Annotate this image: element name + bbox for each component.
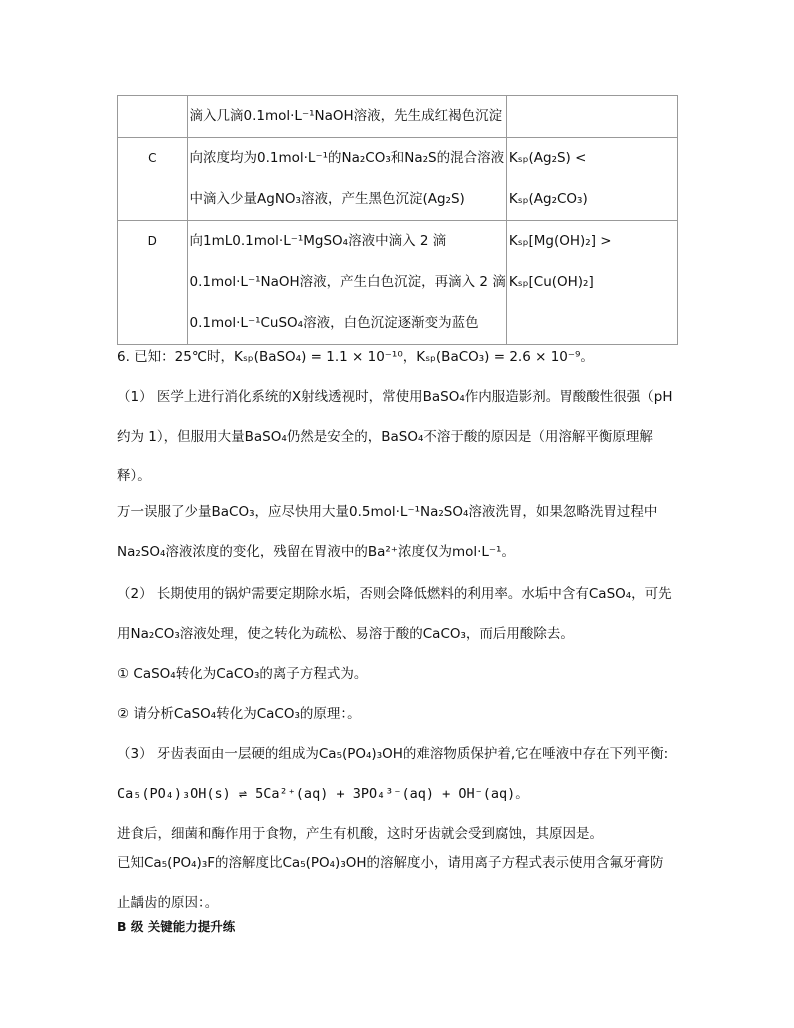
operation-line: 向1mL0.1mol·L⁻¹MgSO₄溶液中滴入 2 滴: [189, 233, 447, 249]
part1-line: （1） 医学上进行消化系统的X射线透视时，常使用BaSO₄作内服造影剂。胃酸酸性很强（pH: [117, 389, 673, 405]
part3-line: 已知Ca₅(PO₄)₃F的溶解度比Ca₅(PO₄)₃OH的溶解度小，请用离子方程式表示使用含氟牙膏防: [117, 855, 664, 871]
table-row-d: [118, 221, 678, 345]
part1-line: 释）。: [117, 468, 151, 484]
part2-line: （2） 长期使用的锅炉需要定期除水垢，否则会降低燃料的利用率。水垢中含有CaSO₄，可先: [117, 586, 672, 602]
operation-line: 0.1mol·L⁻¹CuSO₄溶液，白色沉淀逐渐变为蓝色: [189, 315, 479, 331]
row-label: C: [118, 138, 188, 221]
operation-line: 滴入几滴0.1mol·L⁻¹NaOH溶液，先生成红褐色沉淀: [189, 108, 503, 124]
operation-line: 向浓度均为0.1mol·L⁻¹的Na₂CO₃和Na₂S的混合溶液: [189, 150, 505, 166]
conclusion-line: Kₛₚ(Ag₂S) <: [508, 150, 587, 166]
conclusion-cell: [506, 96, 677, 138]
part3-line: （3） 牙齿表面由一层硬的组成为Ca₅(PO₄)₃OH的难溶物质保护着,它在唾液中存在下列平衡:: [117, 746, 669, 762]
operation-line: 0.1mol·L⁻¹NaOH溶液，产生白色沉淀，再滴入 2 滴: [189, 274, 506, 290]
conclusion-line: Kₛₚ(Ag₂CO₃): [508, 191, 588, 207]
part1-line: Na₂SO₄溶液浓度的变化，残留在胃液中的Ba²⁺浓度仅为mol·L⁻¹。: [117, 544, 515, 560]
part3-line: 止龋齿的原因：。: [117, 895, 219, 911]
question-6-intro: 6. 已知：25℃时，Kₛₚ(BaSO₄) = 1.1 × 10⁻¹⁰，Kₛₚ(BaCO₃) = 2.6 × 10⁻⁹。: [117, 349, 594, 365]
conclusion-cell: [506, 138, 677, 221]
part2-line: ① CaSO₄转化为CaCO₃的离子方程式为。: [117, 666, 368, 682]
table-row-b: [118, 96, 678, 138]
conclusion-line: Kₛₚ[Mg(OH)₂] >: [508, 233, 612, 249]
table-row-c: [118, 138, 678, 221]
part3-equation: Ca₅(PO₄)₃OH(s) ⇌ 5Ca²⁺(aq) + 3PO₄³⁻(aq) + OH⁻(aq)。: [117, 786, 529, 802]
part1-line: 约为 1），但服用大量BaSO₄仍然是安全的，BaSO₄不溶于酸的原因是（用溶解平衡原理解: [117, 429, 653, 445]
row-label: D: [118, 221, 188, 345]
operation-cell: [187, 221, 506, 345]
experiment-table: [117, 95, 678, 345]
row-label: [118, 96, 188, 138]
operation-line: 中滴入少量AgNO₃溶液，产生黑色沉淀(Ag₂S): [189, 191, 465, 207]
conclusion-cell: [506, 221, 677, 345]
part2-line: 用Na₂CO₃溶液处理，使之转化为疏松、易溶于酸的CaCO₃，而后用酸除去。: [117, 626, 574, 642]
part2-line: ② 请分析CaSO₄转化为CaCO₃的原理：。: [117, 706, 361, 722]
section-b-heading: B 级 关键能力提升练: [117, 919, 236, 934]
part1-line: 万一误服了少量BaCO₃，应尽快用大量0.5mol·L⁻¹Na₂SO₄溶液洗胃，如果忽略洗胃过程中: [117, 504, 658, 520]
part3-line: 进食后，细菌和酶作用于食物，产生有机酸，这时牙齿就会受到腐蚀，其原因是。: [117, 826, 603, 842]
conclusion-line: Kₛₚ[Cu(OH)₂]: [508, 274, 594, 290]
operation-cell: [187, 96, 506, 138]
operation-cell: [187, 138, 506, 221]
